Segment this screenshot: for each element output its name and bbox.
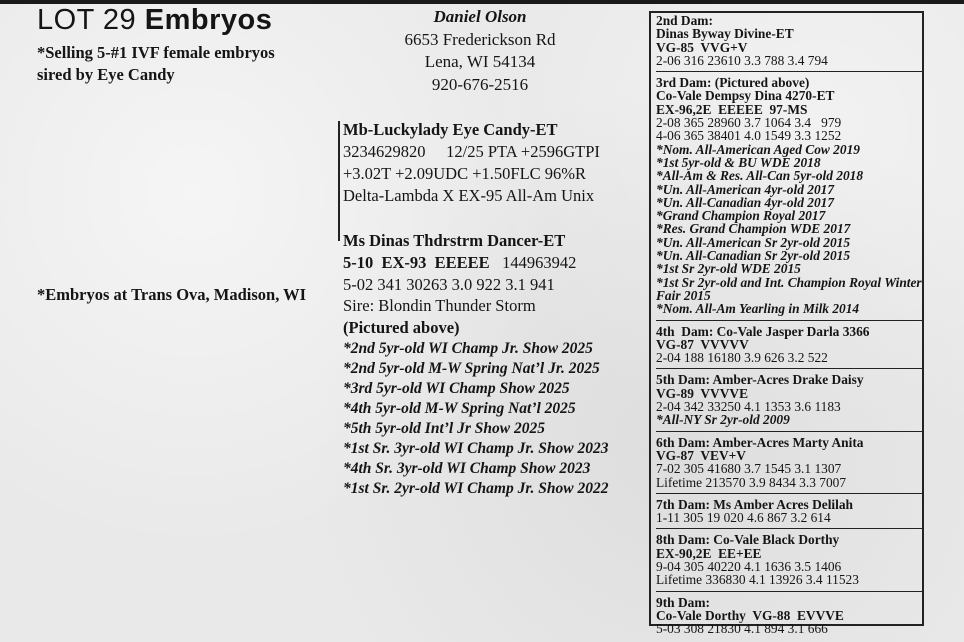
pedigree-title: 6th Dam: Amber-Acres Marty Anita	[656, 434, 864, 450]
pedigree-generation	[656, 325, 922, 365]
pedigree-achievement: *Nom. All-Am Yearling in Milk 2014	[656, 301, 860, 317]
pedigree-generation	[656, 436, 922, 489]
pedigree-achievement: *1st Sr 2yr-old WDE 2015	[656, 261, 801, 277]
pedigree-achievement: *1st 5yr-old & BU WDE 2018	[656, 154, 821, 170]
consignor-name: Daniel Olson	[433, 7, 527, 26]
pedigree-achievement: *Res. Grand Champion WDE 2017	[656, 221, 851, 237]
sire-line3: Delta-Lambda X EX-95 All-Am Unix	[343, 186, 595, 205]
pedigree-generation	[656, 14, 922, 67]
pedigree-name: Co-Vale Dorthy VG-88 EVVVE	[656, 607, 844, 623]
consignor-block	[400, 6, 560, 96]
dam-achievement: *2nd 5yr-old WI Champ Jr. Show 2025	[343, 339, 593, 357]
pedigree-record: Lifetime 213570 3.9 8434 3.3 7007	[656, 474, 847, 490]
maternal-pedigree	[656, 13, 926, 638]
dam-score-line	[343, 252, 643, 274]
lot-number: LOT 29	[37, 4, 137, 36]
pedigree-title: 3rd Dam: (Pictured above)	[656, 75, 810, 91]
dam-achievement: *4th 5yr-old M-W Spring Nat’l 2025	[343, 399, 576, 417]
dam-pictured-note: (Pictured above)	[343, 318, 460, 338]
lot-subtitle-line2: sired by Eye Candy	[37, 65, 175, 84]
dam-score: 5-10 EX-93 EEEEE	[343, 252, 490, 272]
pedigree-generation	[656, 596, 922, 636]
embryo-location-note: *Embryos at Trans Ova, Madison, WI	[37, 285, 307, 304]
dam-achievement: *1st Sr. 2yr-old WI Champ Jr. Show 2022	[343, 479, 609, 497]
pedigree-achievement: *Un. All-American 4yr-old 2017	[656, 181, 835, 197]
pedigree-generation	[656, 498, 922, 525]
dam-achievement: *4th Sr. 3yr-old WI Champ Show 2023	[343, 459, 591, 477]
consignor-city: Lena, WI 54134	[424, 52, 536, 71]
dam-record: 5-02 341 30263 3.0 922 3.1 941	[343, 274, 555, 294]
dam-achievement: *5th 5yr-old Int’l Jr Show 2025	[343, 419, 545, 437]
consignor-phone: 920-676-2516	[431, 74, 529, 94]
pedigree-title: 2nd Dam:	[656, 13, 713, 28]
pedigree-record: 2-08 365 28960 3.7 1064 3.4 979	[656, 115, 842, 131]
pedigree-score: VG-87 VEV+V	[656, 447, 746, 463]
pedigree-divider	[656, 493, 922, 494]
consignor-street: 6653 Frederickson Rd	[404, 29, 556, 49]
pedigree-divider	[656, 431, 922, 432]
pedigree-title: 4th Dam: Co-Vale Jasper Darla 3366	[656, 323, 870, 339]
pedigree-score: VG-87 VVVVV	[656, 336, 749, 352]
pedigree-record: Lifetime 336830 4.1 13926 3.4 11523	[656, 572, 859, 588]
pedigree-bracket-line	[338, 121, 340, 241]
pedigree-title: 7th Dam: Ms Amber Acres Delilah	[656, 496, 853, 512]
pedigree-record: 1-11 305 19 020 4.6 867 3.2 614	[656, 510, 831, 526]
pedigree-name: Dinas Byway Divine-ET	[656, 26, 794, 42]
sire-line1: 3234629820 12/25 PTA +2596GTPI	[343, 142, 600, 161]
lot-title	[37, 4, 272, 37]
dam-name: Ms Dinas Thdrstrm Dancer-ET	[343, 231, 566, 250]
dam-achievement: *3rd 5yr-old WI Champ Show 2025	[343, 379, 570, 397]
pedigree-generation	[656, 533, 922, 586]
lot-subtitle	[37, 42, 337, 86]
pedigree-score: EX-90,2E EE+EE	[656, 545, 762, 561]
pedigree-record: 2-04 188 16180 3.9 626 3.2 522	[656, 350, 828, 366]
pedigree-record: 9-04 305 40220 4.1 1636 3.5 1406	[656, 558, 842, 574]
pedigree-title: 8th Dam: Co-Vale Black Dorthy	[656, 532, 840, 548]
sire-line2: +3.02T +2.09UDC +1.50FLC 96%R	[343, 164, 587, 183]
pedigree-divider	[656, 528, 922, 529]
pedigree-divider	[656, 320, 922, 321]
sire-name: Mb-Luckylady Eye Candy-ET	[343, 120, 558, 139]
pedigree-record: 2-06 316 23610 3.3 788 3.4 794	[656, 52, 828, 68]
dam-achievement: *2nd 5yr-old M-W Spring Nat’l Jr. 2025	[343, 359, 600, 377]
sire-block	[343, 119, 643, 207]
pedigree-score: VG-89 VVVVE	[656, 385, 749, 401]
pedigree-divider	[656, 71, 922, 72]
pedigree-score: VG-85 VVG+V	[656, 39, 748, 55]
dam-sire: Sire: Blondin Thunder Storm	[343, 296, 536, 316]
pedigree-record: 7-02 305 41680 3.7 1545 3.1 1307	[656, 461, 842, 477]
pedigree-achievement: *Grand Champion Royal 2017	[656, 208, 826, 224]
pedigree-record: 5-03 308 21830 4.1 894 3.1 666	[656, 621, 828, 637]
dam-block	[343, 230, 643, 499]
pedigree-achievement: *1st Sr 2yr-old and Int. Champion Royal Winter Fair 2015	[656, 274, 926, 303]
pedigree-achievement: *Un. All-American Sr 2yr-old 2015	[656, 234, 851, 250]
pedigree-generation	[656, 75, 926, 317]
lot-subtitle-line1: *Selling 5-#1 IVF female embryos	[37, 43, 275, 62]
pedigree-achievement: *All-NY Sr 2yr-old 2009	[656, 412, 790, 428]
pedigree-title: 5th Dam: Amber-Acres Drake Daisy	[656, 372, 864, 388]
pedigree-achievement: *All-Am & Res. All-Can 5yr-old 2018	[656, 168, 864, 184]
dam-achievement: *1st Sr. 3yr-old WI Champ Jr. Show 2023	[343, 439, 609, 457]
pedigree-achievement: *Un. All-Canadian 4yr-old 2017	[656, 194, 835, 210]
pedigree-record: 4-06 365 38401 4.0 1549 3.3 1252	[656, 128, 842, 144]
pedigree-divider	[656, 591, 922, 592]
pedigree-achievement: *Un. All-Canadian Sr 2yr-old 2015	[656, 248, 851, 264]
pedigree-achievement: *Nom. All-American Aged Cow 2019	[656, 141, 860, 157]
pedigree-generation	[656, 373, 922, 426]
pedigree-score: EX-96,2E EEEEE 97-MS	[656, 101, 808, 117]
pedigree-name: Co-Vale Dempsy Dina 4270-ET	[656, 88, 835, 104]
dam-achievements	[343, 339, 643, 499]
lot-type: Embryos	[144, 4, 273, 36]
pedigree-record: 2-04 342 33250 4.1 1353 3.6 1183	[656, 399, 841, 415]
pedigree-divider	[656, 368, 922, 369]
pedigree-title: 9th Dam:	[656, 594, 710, 610]
dam-registration: 144963942	[502, 252, 577, 272]
